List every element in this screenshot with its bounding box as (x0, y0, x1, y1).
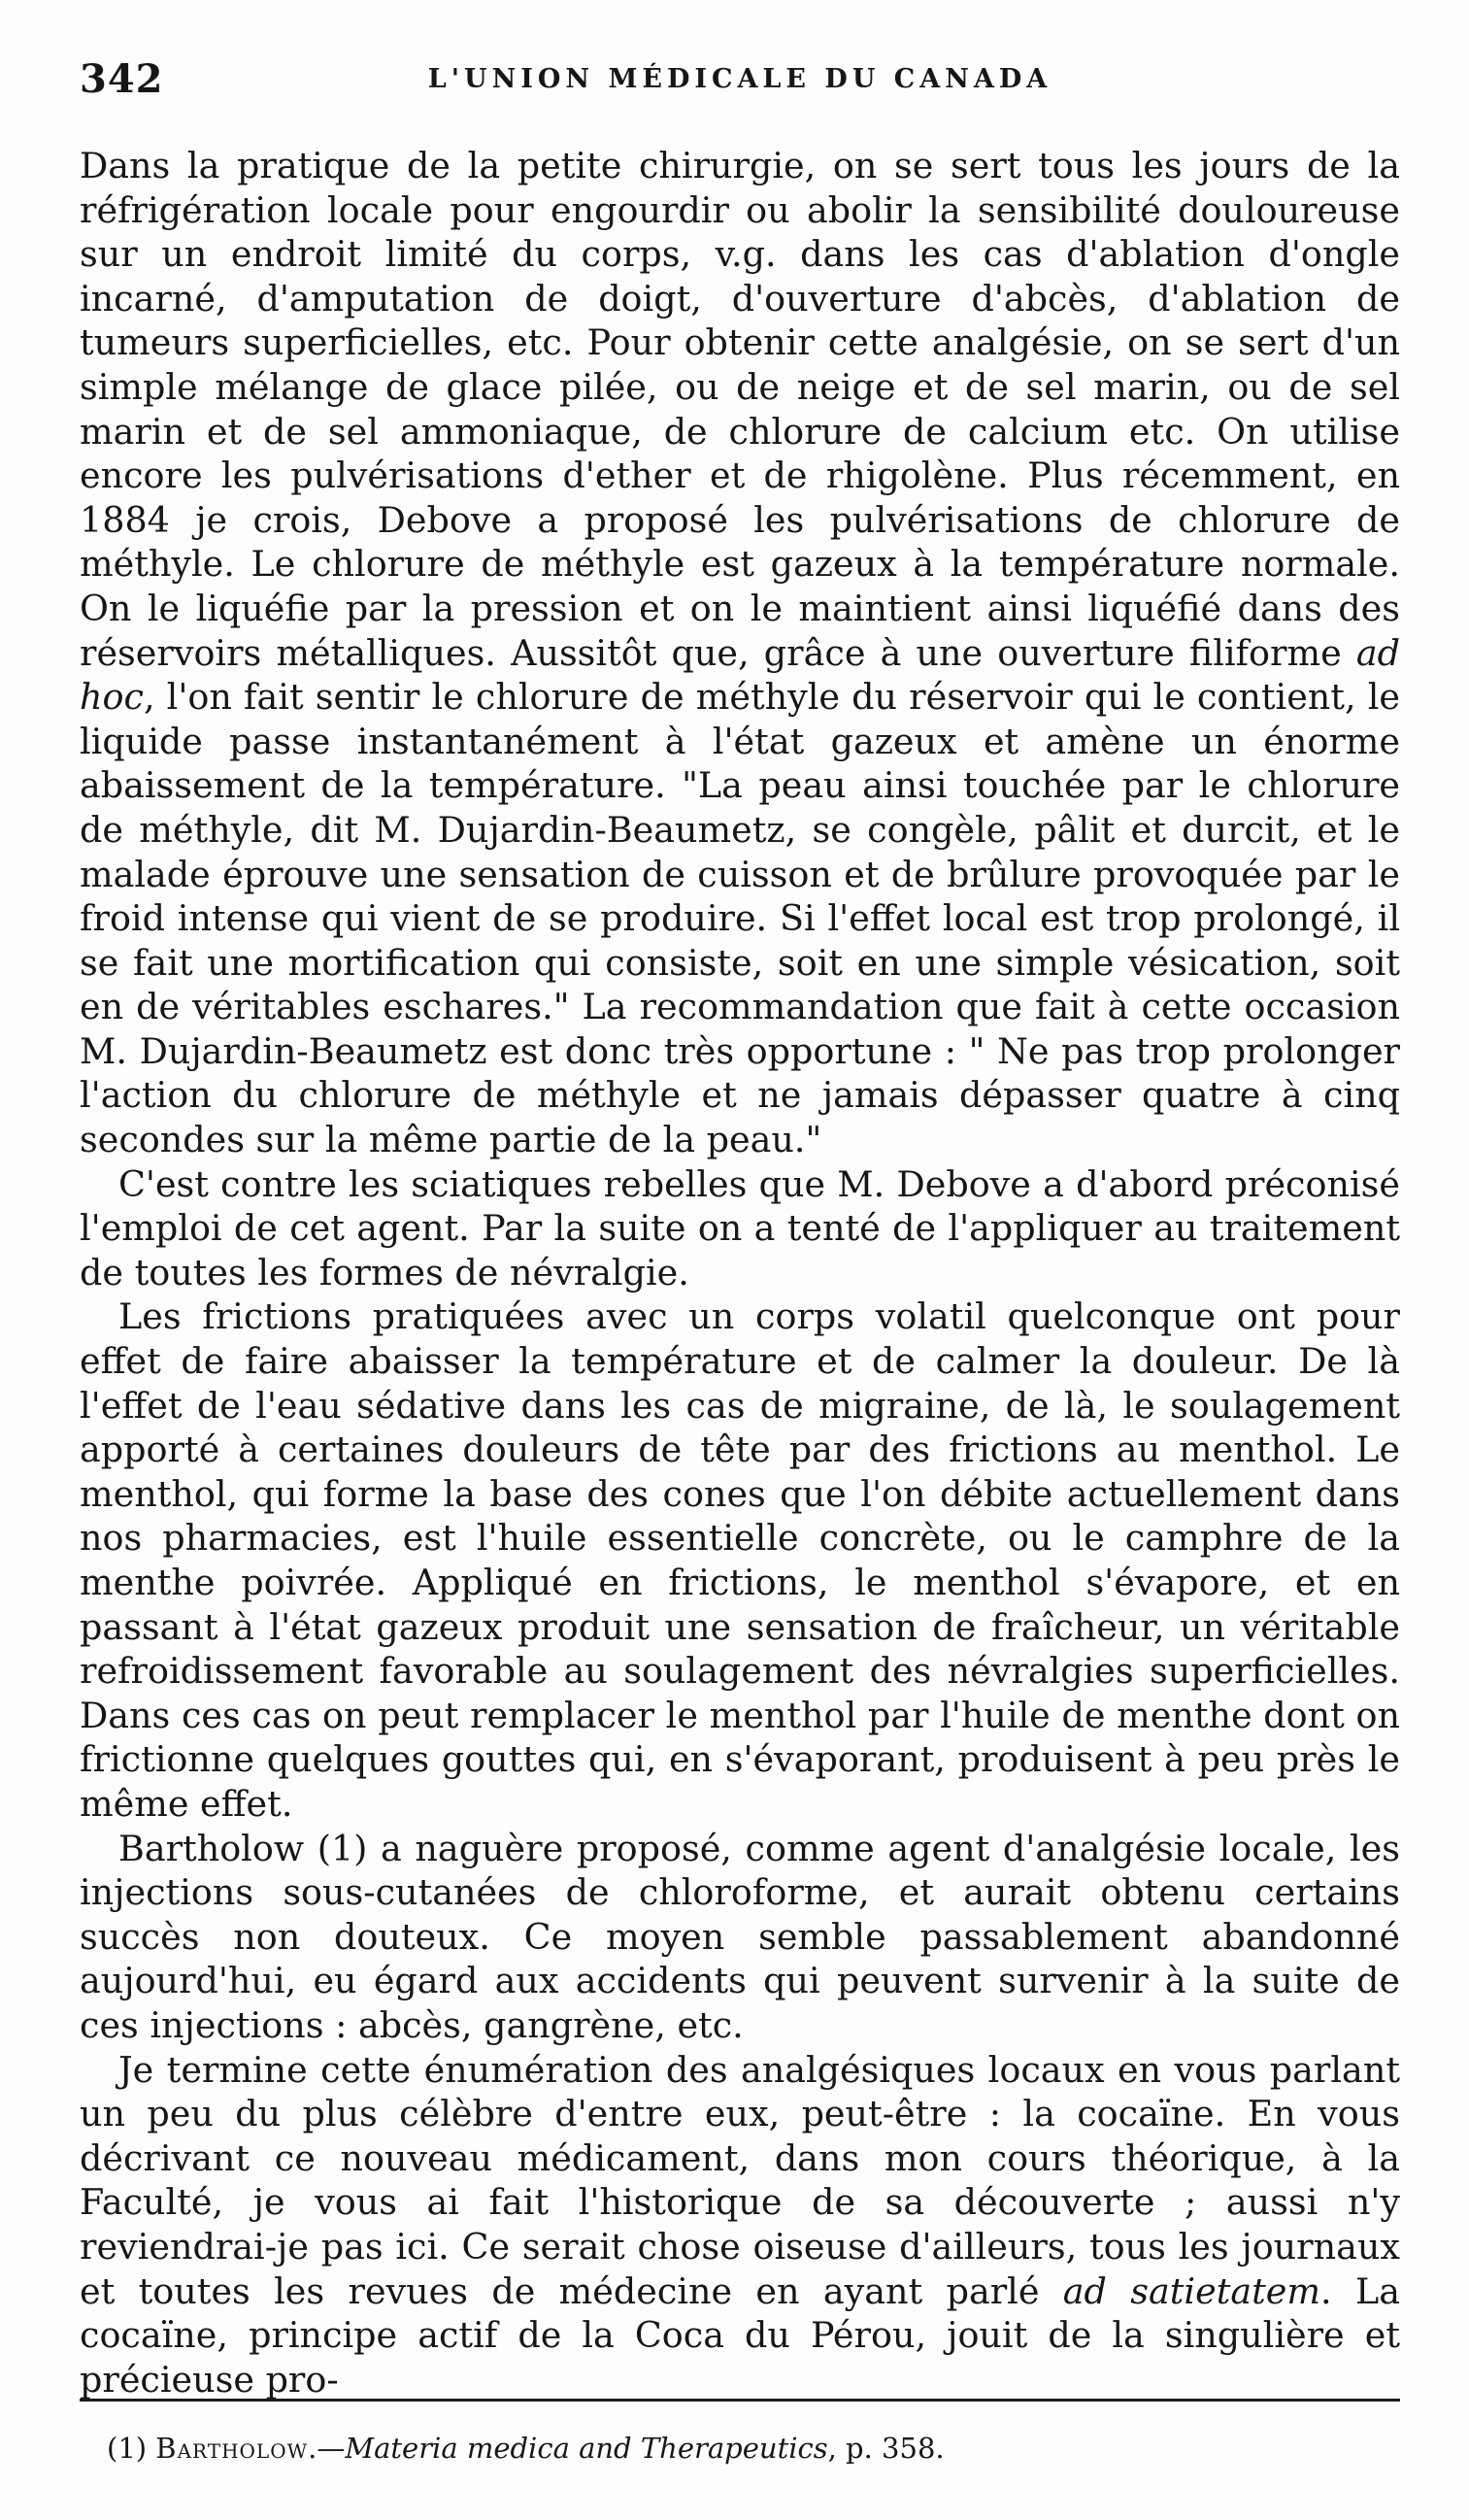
paragraph (80, 2048, 1400, 2402)
text-run: C'est contre les sciatiques rebelles que M. Debove a d'abord préconisé l'emploi de cet agent. Par la suite on a tenté de l'appliquer au traitement de toutes les formes de névralgie. (80, 1162, 1400, 1294)
running-header (80, 56, 1400, 105)
footnote-separator: .— (308, 2432, 346, 2465)
footnote-author: Bartholow (155, 2432, 309, 2465)
footnote-book-title: Materia medica and Therapeutics (345, 2432, 828, 2465)
text-run: Dans la pratique de la petite chirurgie, on se sert tous les jours de la réfrigération locale pour engourdir ou abolir la sensibilité douloureuse sur un endroit limité du corps, v.g. dans les cas d'ablation d'ongle incarné, d'amputation de doigt, d'ouverture d'abcès, d'ablation de tumeurs superficielles, etc. Pour obtenir cette analgésie, on se sert d'un simple mélange de glace pilée, ou de neige et de sel marin, ou de sel marin et de sel ammoniaque, de chlorure de calcium etc. On utilise encore les pulvérisations d'ether et de rhigolène. Plus récemment, en 1884 je crois, Debove a proposé les pulvérisations de chlorure de méthyle. Le chlorure de méthyle est gazeux à la température normale. On le liquéfie par la pression et on le maintient ainsi liquéfié dans des réservoirs métalliques. Aussitôt que, grâce à une ouverture filiforme (80, 145, 1400, 674)
footnote-page-ref: , p. 358. (827, 2432, 945, 2465)
text-run: Bartholow (1) a naguère proposé, comme agent d'analgésie locale, les injections sous-cutanées de chloroforme, et aurait obtenu certains succès non douteux. Ce moyen semble passablement abandonné aujourd'hui, eu égard aux accidents qui peuvent survenir à la suite de ces injections : abcès, gangrène, etc. (80, 1827, 1400, 2046)
text-run: , l'on fait sentir le chlorure de méthyle du réservoir qui le contient, le liquide passe instantanément à l'état gazeux et amène un énorme abaissement de la température. "La peau ainsi touchée par le chlorure de méthyle, dit M. Dujardin-Beaumetz, se congèle, pâlit et durcit, et le malade éprouve une sensation de cuisson et de brûlure provoquée par le froid intense qui vient de se produire. Si l'effet local est trop prolongé, il se fait une mortification qui consiste, soit en une simple vésication, soit en de véritables eschares." La recommandation que fait à cette occasion M. Dujardin-Beaumetz est donc très opportune : " Ne pas trop prolonger l'action du chlorure de méthyle et ne jamais dépasser quatre à cinq secondes sur la même partie de la peau." (80, 676, 1400, 1161)
paragraph (80, 144, 1400, 1162)
paragraph (80, 1162, 1400, 1295)
footnote (107, 2430, 1369, 2467)
journal-title: L'UNION MÉDICALE DU CANADA (427, 64, 1052, 94)
paragraph (80, 1827, 1400, 2048)
italic-phrase: ad hoc (80, 631, 1400, 719)
italic-phrase: ad satietatem (1062, 2269, 1321, 2312)
body-text (80, 144, 1400, 2401)
text-run: Je termine cette énumération des analgésiques locaux en vous parlant un peu du plus célèbre d'entre eux, peut-être : la cocaïne. En vous décrivant ce nouveau médicament, dans mon cours théorique, à la Faculté, je vous ai fait l'historique de sa découverte ; aussi n'y reviendrai-je pas ici. Ce serait chose oiseuse d'ailleurs, tous les journaux et toutes les revues de médecine en ayant parlé (80, 2048, 1400, 2312)
text-run: Les frictions pratiquées avec un corps volatil quelconque ont pour effet de faire abaisser la température et de calmer la douleur. De là l'effet de l'eau sédative dans les cas de migraine, de là, le soulagement apporté à certaines douleurs de tête par des frictions au menthol. Le menthol, qui forme la base des cones que l'on débite actuellement dans nos pharmacies, est l'huile essentielle concrète, ou le camphre de la menthe poivrée. Appliqué en frictions, le menthol s'évapore, et en passant à l'état gazeux produit une sensation de fraîcheur, un véritable refroidissement favorable au soulagement des névralgies superficielles. Dans ces cas on peut remplacer le menthol par l'huile de menthe dont on frictionne quelques gouttes qui, en s'évaporant, produisent à peu près le même effet. (80, 1295, 1400, 1825)
paragraph (80, 1294, 1400, 1826)
text-run: . La cocaïne, principe actif de la Coca du Pérou, jouit de la singulière et précieuse pro- (80, 2269, 1400, 2401)
footnote-marker: (1) (107, 2432, 156, 2465)
footnote-divider (80, 2399, 1400, 2402)
page-number: 342 (80, 56, 164, 102)
